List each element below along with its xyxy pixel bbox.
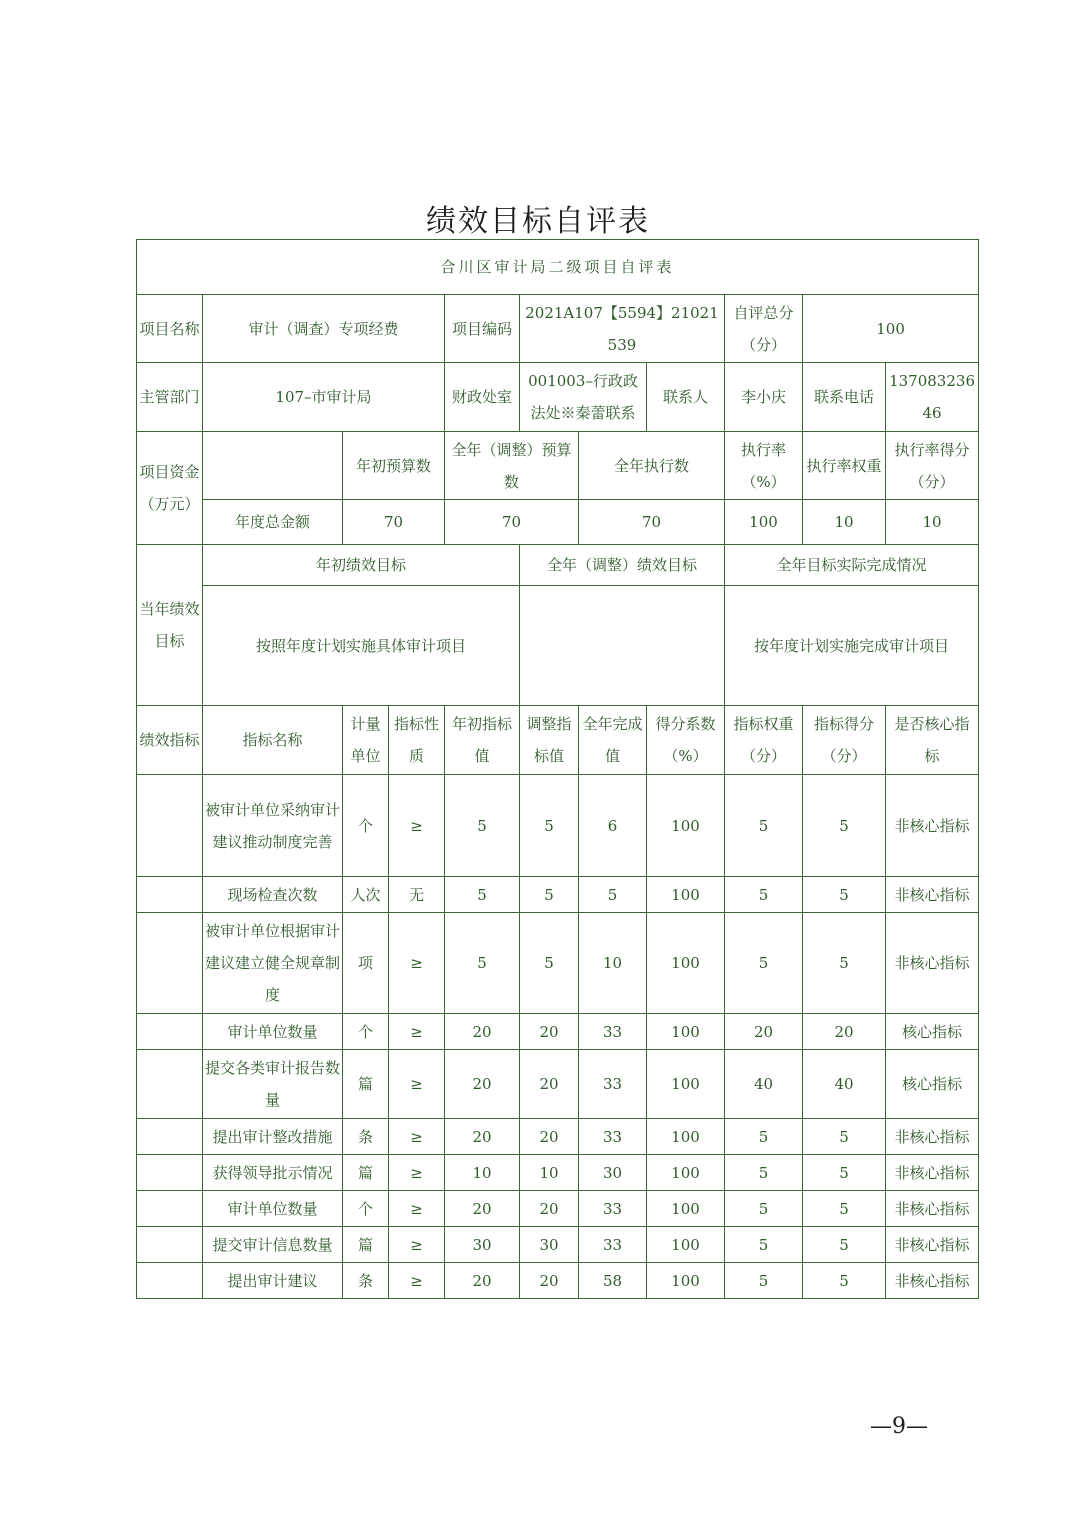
indicator-cell: 100: [647, 1263, 725, 1299]
indicator-cell: ≥: [389, 1155, 445, 1191]
indicator-cell: 5: [520, 775, 579, 877]
indicator-cell: 篇: [343, 1227, 389, 1263]
indicator-cell: 5: [725, 1227, 803, 1263]
indicator-cell: 非核心指标: [886, 1227, 979, 1263]
indicator-cell: 非核心指标: [886, 775, 979, 877]
goals-value: 按照年度计划实施具体审计项目: [203, 586, 520, 706]
indicator-cell: 5: [803, 913, 886, 1014]
indicator-cell: 核心指标: [886, 1050, 979, 1119]
indicator-cell: 5: [803, 1119, 886, 1155]
indicator-cell: 100: [647, 1191, 725, 1227]
funds-value: 70: [579, 500, 725, 545]
indicator-cell: 5: [520, 913, 579, 1014]
indicator-blank-cell: [137, 1050, 203, 1119]
self-score-value: 100: [803, 295, 979, 363]
indicator-name: 审计单位数量: [203, 1014, 343, 1050]
indicator-cell: 20: [445, 1050, 520, 1119]
indicators-label: 绩效指标: [137, 706, 203, 775]
indicator-cell: 100: [647, 877, 725, 913]
indicator-blank-cell: [137, 1227, 203, 1263]
indicator-cell: 10: [445, 1155, 520, 1191]
indicator-blank-cell: [137, 1155, 203, 1191]
funds-label: 项目资金（万元）: [137, 432, 203, 545]
indicator-header: 指标得分（分）: [803, 706, 886, 775]
indicator-row: [137, 1227, 979, 1263]
indicator-cell: 20: [520, 1191, 579, 1227]
indicator-cell: 40: [725, 1050, 803, 1119]
funds-header: 执行率（%）: [725, 432, 803, 500]
indicator-cell: 5: [725, 1119, 803, 1155]
indicator-header: 得分系数（%）: [647, 706, 725, 775]
indicator-cell: 6: [579, 775, 647, 877]
indicator-cell: 5: [725, 913, 803, 1014]
goals-header: 全年（调整）绩效目标: [520, 545, 725, 586]
indicator-cell: 项: [343, 913, 389, 1014]
indicator-row: [137, 1263, 979, 1299]
indicator-cell: ≥: [389, 1191, 445, 1227]
indicator-row: [137, 1014, 979, 1050]
indicator-name: 提交审计信息数量: [203, 1227, 343, 1263]
indicator-cell: 20: [445, 1119, 520, 1155]
indicator-cell: ≥: [389, 1119, 445, 1155]
indicator-cell: 5: [445, 877, 520, 913]
table-title: 合川区审计局二级项目自评表: [137, 240, 979, 295]
indicator-cell: ≥: [389, 1050, 445, 1119]
document-title: 绩效目标自评表: [426, 204, 650, 239]
indicator-row: [137, 1155, 979, 1191]
indicator-cell: 核心指标: [886, 1014, 979, 1050]
indicator-row: [137, 1119, 979, 1155]
indicator-cell: 5: [803, 1155, 886, 1191]
funds-header: 全年执行数: [579, 432, 725, 500]
funds-row-label: 年度总金额: [203, 500, 343, 545]
funds-value: 10: [803, 500, 886, 545]
indicator-cell: 条: [343, 1119, 389, 1155]
indicator-cell: 100: [647, 913, 725, 1014]
indicator-header: 是否核心指标: [886, 706, 979, 775]
indicator-cell: 33: [579, 1119, 647, 1155]
indicator-cell: 5: [803, 1227, 886, 1263]
indicator-header: 调整指标值: [520, 706, 579, 775]
indicator-cell: 30: [445, 1227, 520, 1263]
indicator-header: 年初指标值: [445, 706, 520, 775]
indicator-cell: 5: [803, 1191, 886, 1227]
indicator-blank-cell: [137, 1119, 203, 1155]
indicator-cell: ≥: [389, 1014, 445, 1050]
dept-value: 107–市审计局: [203, 363, 445, 432]
indicator-cell: 100: [647, 1155, 725, 1191]
phone-label: 联系电话: [803, 363, 886, 432]
finance-value: 001003–行政政法处※秦蕾联系: [520, 363, 647, 432]
indicator-cell: 100: [647, 1050, 725, 1119]
indicator-cell: 5: [803, 877, 886, 913]
indicator-name: 被审计单位采纳审计建议推动制度完善: [203, 775, 343, 877]
indicator-cell: 10: [579, 913, 647, 1014]
indicator-cell: 5: [579, 877, 647, 913]
goals-value: 按年度计划实施完成审计项目: [725, 586, 979, 706]
dept-label: 主管部门: [137, 363, 203, 432]
indicator-cell: 100: [647, 1227, 725, 1263]
indicator-name: 提出审计整改措施: [203, 1119, 343, 1155]
indicator-cell: 非核心指标: [886, 913, 979, 1014]
funds-value: 10: [886, 500, 979, 545]
indicator-cell: 5: [725, 1191, 803, 1227]
indicator-cell: 40: [803, 1050, 886, 1119]
funds-value: 100: [725, 500, 803, 545]
indicator-cell: 5: [445, 775, 520, 877]
indicator-blank-cell: [137, 913, 203, 1014]
indicator-header: 全年完成值: [579, 706, 647, 775]
indicator-cell: 个: [343, 1014, 389, 1050]
indicator-cell: ≥: [389, 913, 445, 1014]
indicator-row: [137, 775, 979, 877]
indicator-name: 获得领导批示情况: [203, 1155, 343, 1191]
indicator-cell: 30: [520, 1227, 579, 1263]
phone-value: 13708323646: [886, 363, 979, 432]
indicator-cell: 个: [343, 1191, 389, 1227]
indicator-cell: 20: [520, 1263, 579, 1299]
funds-value: 70: [445, 500, 579, 545]
indicator-cell: 5: [520, 877, 579, 913]
indicator-blank-cell: [137, 877, 203, 913]
indicator-name: 被审计单位根据审计建议建立健全规章制度: [203, 913, 343, 1014]
indicator-cell: 20: [445, 1014, 520, 1050]
funds-value: 70: [343, 500, 445, 545]
indicator-cell: 33: [579, 1227, 647, 1263]
indicator-cell: 20: [520, 1119, 579, 1155]
goals-label: 当年绩效目标: [137, 545, 203, 706]
indicator-cell: 5: [725, 1263, 803, 1299]
indicator-cell: 5: [803, 775, 886, 877]
indicator-row: [137, 1191, 979, 1227]
indicator-row: [137, 913, 979, 1014]
page-number: —9—: [870, 1414, 928, 1439]
indicator-cell: 33: [579, 1191, 647, 1227]
indicator-cell: 33: [579, 1014, 647, 1050]
indicator-cell: ≥: [389, 775, 445, 877]
goals-header: 全年目标实际完成情况: [725, 545, 979, 586]
indicator-cell: 100: [647, 1014, 725, 1050]
indicator-cell: ≥: [389, 1263, 445, 1299]
indicator-cell: 5: [725, 775, 803, 877]
indicator-cell: 非核心指标: [886, 877, 979, 913]
funds-header: 年初预算数: [343, 432, 445, 500]
indicator-header: 指标性质: [389, 706, 445, 775]
funds-header: 全年（调整）预算数: [445, 432, 579, 500]
indicator-header: 指标名称: [203, 706, 343, 775]
indicator-blank-cell: [137, 1191, 203, 1227]
indicator-cell: 20: [725, 1014, 803, 1050]
indicator-cell: 20: [520, 1014, 579, 1050]
indicator-cell: 条: [343, 1263, 389, 1299]
indicator-cell: 个: [343, 775, 389, 877]
funds-header: 执行率权重: [803, 432, 886, 500]
indicator-cell: 非核心指标: [886, 1263, 979, 1299]
indicator-cell: ≥: [389, 1227, 445, 1263]
indicator-row: [137, 1050, 979, 1119]
project-name-label: 项目名称: [137, 295, 203, 363]
indicator-name: 提交各类审计报告数量: [203, 1050, 343, 1119]
indicator-cell: 20: [445, 1191, 520, 1227]
indicator-cell: 5: [803, 1263, 886, 1299]
contact-label: 联系人: [647, 363, 725, 432]
indicator-cell: 20: [803, 1014, 886, 1050]
project-code-value: 2021A107【5594】21021539: [520, 295, 725, 363]
indicator-cell: 篇: [343, 1155, 389, 1191]
indicator-cell: 篇: [343, 1050, 389, 1119]
indicator-header: 计量单位: [343, 706, 389, 775]
self-score-label: 自评总分（分）: [725, 295, 803, 363]
indicator-cell: 33: [579, 1050, 647, 1119]
indicator-cell: 20: [445, 1263, 520, 1299]
indicator-cell: 5: [725, 1155, 803, 1191]
funds-corner-cell: [203, 432, 343, 500]
self-evaluation-table: [136, 239, 979, 1299]
indicator-name: 审计单位数量: [203, 1191, 343, 1227]
indicator-cell: 10: [520, 1155, 579, 1191]
indicator-cell: 5: [725, 877, 803, 913]
indicator-blank-cell: [137, 1263, 203, 1299]
funds-header: 执行率得分（分）: [886, 432, 979, 500]
indicator-cell: 20: [520, 1050, 579, 1119]
indicator-cell: 30: [579, 1155, 647, 1191]
indicator-cell: 非核心指标: [886, 1191, 979, 1227]
indicator-cell: 5: [445, 913, 520, 1014]
goals-value: [520, 586, 725, 706]
goals-header: 年初绩效目标: [203, 545, 520, 586]
indicator-cell: 人次: [343, 877, 389, 913]
indicator-cell: 无: [389, 877, 445, 913]
indicator-blank-cell: [137, 1014, 203, 1050]
indicator-cell: 非核心指标: [886, 1119, 979, 1155]
indicator-cell: 58: [579, 1263, 647, 1299]
project-code-label: 项目编码: [445, 295, 520, 363]
indicator-cell: 100: [647, 1119, 725, 1155]
contact-value: 李小庆: [725, 363, 803, 432]
indicator-name: 提出审计建议: [203, 1263, 343, 1299]
indicator-header: 指标权重（分）: [725, 706, 803, 775]
indicator-blank-cell: [137, 775, 203, 877]
indicator-cell: 非核心指标: [886, 1155, 979, 1191]
indicator-cell: 100: [647, 775, 725, 877]
indicator-row: [137, 877, 979, 913]
finance-label: 财政处室: [445, 363, 520, 432]
indicator-name: 现场检查次数: [203, 877, 343, 913]
project-name-value: 审计（调查）专项经费: [203, 295, 445, 363]
